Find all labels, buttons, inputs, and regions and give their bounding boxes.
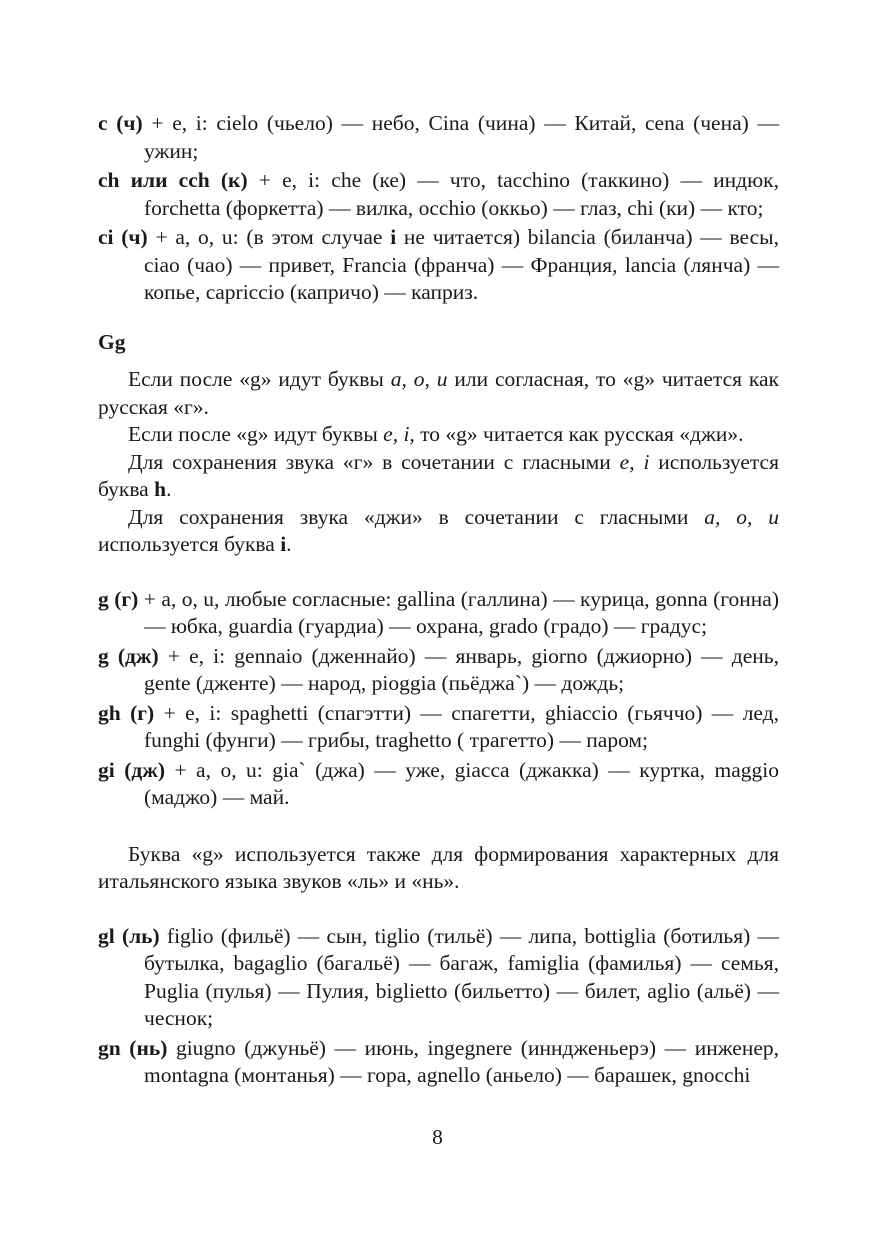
- entry-text: + a, o, u: (в этом случае: [147, 225, 391, 249]
- spacer: [98, 896, 779, 923]
- entry-gn: [98, 1035, 779, 1090]
- entry-g-hard: [98, 586, 779, 641]
- entry-bold-letter: i: [390, 225, 397, 249]
- entry-head: g (г): [98, 586, 139, 611]
- entry-head: g (дж): [98, 643, 159, 668]
- entry-head: gn (нь): [98, 1035, 168, 1060]
- gl-gn-intro-paragraph: Буква «g» используется также для формирования характерных для итальянского языка звуков «ль» и «нь».: [98, 841, 779, 893]
- entry-gh: [98, 700, 779, 755]
- spacer: [98, 559, 779, 586]
- rule-paragraph-3: Для сохранения звука «г» в сочетании с гласными e, i используется буква h.: [98, 449, 779, 501]
- entry-head: ch или cch (к): [98, 168, 248, 192]
- entry-head: gh (г): [98, 700, 155, 725]
- entry-text: не читается) bilancia (биланча) — весы, ciao (чао) — привет, Francia (франча) — Франция, lancia (лянча) — копье, capriccio (капричо) — каприз.: [144, 225, 779, 304]
- rule-paragraph-4: Для сохранения звука «джи» в сочетании с гласными a, o, u используется буква i.: [98, 504, 780, 556]
- section-title-g: Gg: [98, 329, 126, 354]
- entry-g-soft: [98, 643, 779, 698]
- rule-paragraph-1: Если после «g» идут буквы a, o, u или согласная, то «g» читается как русская «г».: [98, 367, 779, 419]
- entry-gl: [98, 923, 779, 1033]
- entry-text: + e, i: gennaio (дженнайо) — январь, giorno (джиорно) — день, gente (дженте) — народ, pioggia (пьёджа`) — дождь;: [144, 643, 779, 695]
- entry-text: + e, i: cielo (чьело) — небо, Cina (чина) — Китай, cena (чена) — ужин;: [142, 111, 779, 163]
- page-number: 8: [432, 1125, 443, 1149]
- rule-paragraph-2: Если после «g» идут буквы e, i, то «g» читается как русская «джи».: [128, 422, 744, 446]
- entry-text: giugno (джуньё) — июнь, ingegnere (инндженьерэ) — инженер, montagna (монтанья) — гора, agnello (аньело) — барашек, gnocchi: [144, 1035, 779, 1087]
- entry-head: ci (ч): [98, 225, 148, 249]
- entry-c: [98, 110, 779, 165]
- entry-text: + a, o, u, любые согласные: gallina (галлина) — курица, gonna (гонна) — юбка, guardia (гуардиа) — охрана, grado (градо) — градус;: [138, 586, 779, 638]
- entry-gi: [98, 757, 779, 812]
- entry-text: + e, i: che (ке) — что, tacchino (таккино) — индюк, forchetta (форкетта) — вилка, occhio (оккьо) — глаз, chi (ки) — кто;: [144, 168, 779, 220]
- entry-ch: [98, 167, 779, 222]
- entry-head: c (ч): [98, 111, 143, 135]
- entry-text: + e, i: spaghetti (спагэтти) — спагетти, ghiaccio (гьяччо) — лед, funghi (фунги) — грибы, traghetto ( трагетто) — паром;: [144, 700, 779, 752]
- spacer: [98, 814, 779, 841]
- entry-head: gl (ль): [98, 923, 160, 948]
- entry-ci: [98, 224, 779, 307]
- entry-text: figlio (фильё) — сын, tiglio (тильё) — липа, bottiglia (ботилья) — бутылка, bagaglio (багальё) — багаж, famiglia (фамилья) — семья, Puglia (пулья) — Пулия, biglietto (бильетто) — билет, aglio (альё) — чеснок;: [144, 923, 779, 1030]
- entry-text: + a, o, u: gia` (джа) — уже, giacca (джакка) — куртка, maggio (маджо) — май.: [144, 757, 779, 809]
- entry-head: gi (дж): [98, 757, 165, 782]
